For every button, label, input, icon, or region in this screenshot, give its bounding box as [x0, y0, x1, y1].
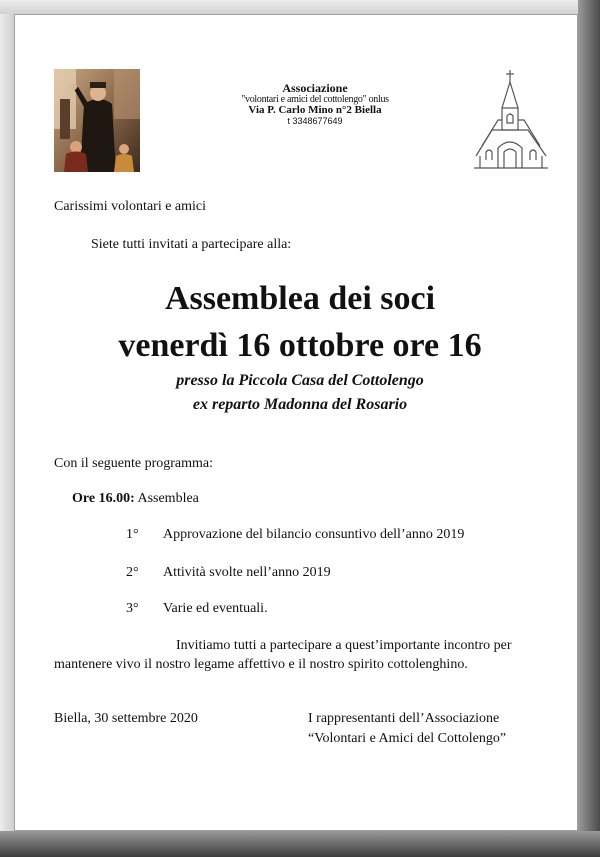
org-address: Via P. Carlo Mino n°2 Biella: [248, 104, 382, 117]
signature-line-2: “Volontari e Amici del Cottolengo”: [308, 731, 507, 746]
frame-bevel-bottom: [0, 831, 600, 857]
location-line-2: ex reparto Madonna del Rosario: [192, 396, 408, 413]
frame-bevel-top: [0, 0, 600, 14]
org-phone: t 3348677649: [287, 115, 343, 126]
agenda-item-1: Approvazione del bilancio consuntivo dell’anno 2019: [163, 527, 465, 542]
signature-line-1: I rappresentanti dell’Associazione: [308, 711, 500, 726]
program-intro: Con il seguente programma:: [54, 456, 214, 471]
location-line-1: presso la Piccola Casa del Cottolengo: [176, 372, 424, 389]
agenda-item-3: Varie ed eventuali.: [163, 601, 268, 616]
association-header: [196, 82, 434, 126]
frame-bevel-left: [0, 0, 14, 857]
title-line-2: venerdì 16 ottobre ore 16: [118, 327, 482, 364]
org-subtitle: "volontari e amici del cottolengo" onlus: [241, 93, 389, 105]
greeting-text: Carissimi volontari e amici: [54, 199, 207, 214]
agenda-item-2: Attività svolte nell’anno 2019: [163, 565, 331, 580]
title-line-1: Assemblea dei soci: [164, 280, 436, 317]
closing-line-2: mantenere vivo il nostro legame affettivo e il nostro spirito cottolenghino.: [54, 657, 468, 672]
schedule-label: Assemblea: [134, 491, 199, 506]
schedule-line: [72, 491, 199, 507]
agenda-num-1: 1°: [126, 527, 139, 542]
schedule-time: Ore 16.00:: [72, 491, 135, 506]
church-drawing-icon: [472, 68, 552, 172]
org-name: Associazione: [282, 81, 348, 95]
closing-line-1: Invitiamo tutti a partecipare a quest’importante incontro per: [176, 638, 512, 653]
agenda-num-3: 3°: [126, 601, 139, 616]
agenda-num-2: 2°: [126, 565, 139, 580]
frame-bevel-right: [578, 0, 600, 857]
place-date: Biella, 30 settembre 2020: [54, 711, 198, 726]
intro-text: Siete tutti invitati a partecipare alla:: [91, 237, 292, 252]
saint-portrait-image: [54, 69, 140, 172]
